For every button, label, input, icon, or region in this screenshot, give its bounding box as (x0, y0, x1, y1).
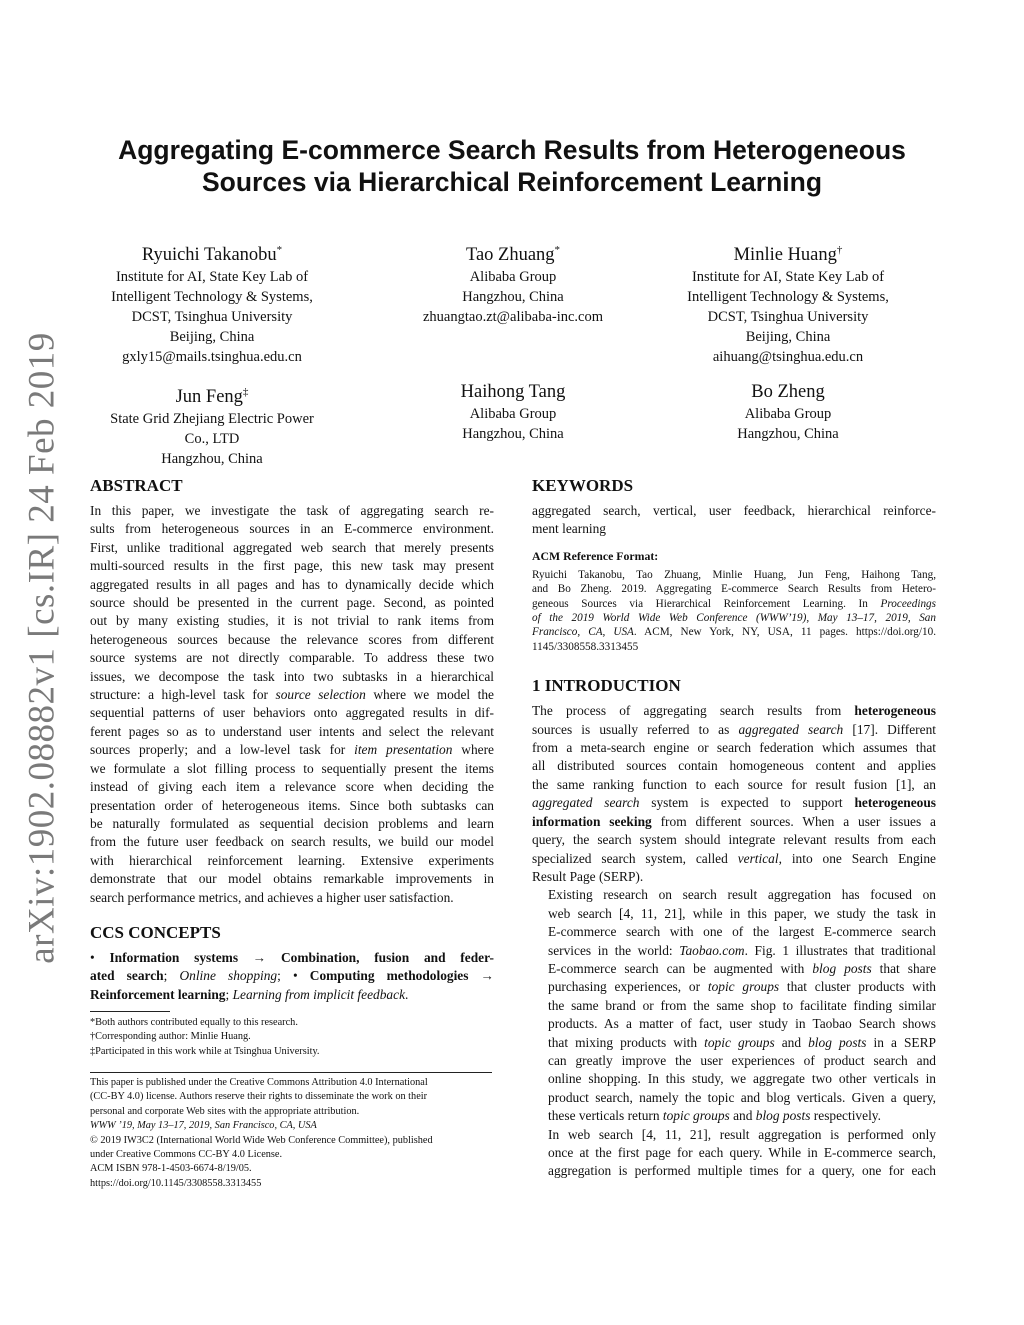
author-affiliation: Intelligent Technology & Systems, (111, 289, 313, 306)
author-affiliation: State Grid Zhejiang Electric Power (110, 411, 314, 428)
author-affiliation: Co., LTD (184, 431, 240, 448)
abstract-line: ferent pages so as to understand user intents and select the relevant (90, 723, 494, 739)
title-line: Aggregating E-commerce Search Results from Heterogeneous (118, 135, 906, 165)
license-line: personal and corporate Web sites with the appropriate attribution. (90, 1105, 360, 1117)
abstract-line: issues, we decompose the task into two subtasks in a hierarchical (90, 668, 494, 684)
license-line: under Creative Commons CC-BY 4.0 License. (90, 1149, 283, 1161)
title-line: Sources via Hierarchical Reinforcement Learning (201, 167, 823, 197)
abstract-line: search performance metrics, and achieves a higher user satisfaction. (90, 889, 454, 905)
abstract-line: demonstrate that our model obtains remarkable improvements in (90, 871, 494, 887)
abstract-line: we formulate a slot filling process to sequentially present the items (90, 760, 494, 776)
author-affiliation: DCST, Tsinghua University (131, 309, 293, 326)
abstract-line: instead of giving each item a relevance score when deciding the (90, 779, 494, 795)
author-email[interactable]: gxly15@mails.tsinghua.edu.cn (122, 349, 302, 366)
author-location: Beijing, China (169, 329, 255, 346)
abstract-line: with hierarchical reinforcement learning. Extensive experiments (90, 852, 494, 868)
abstract-line: source should be presented in the current page. Second, as pointed (90, 595, 494, 611)
license-line: © 2019 IW3C2 (International World Wide Web Conference Committee), published (90, 1134, 433, 1146)
intro-line: E-commerce search can be augmented with blog posts that share (548, 960, 937, 976)
abstract-line: sults from heterogeneous sources in an E-commerce environment. (90, 521, 494, 537)
author-name: Bo Zheng (751, 382, 825, 402)
author-name: Minlie Huang (733, 245, 837, 266)
arxiv-stamp: arXiv:1902.08882v1 [cs.IR] 24 Feb 2019 (21, 332, 63, 964)
intro-para-3 (532, 1126, 936, 1181)
author-affiliation: Alibaba Group (469, 269, 557, 286)
author-affiliation: Institute for AI, State Key Lab of (691, 269, 885, 286)
keywords-heading: KEYWORDS (532, 476, 634, 495)
license-rule (90, 1072, 492, 1073)
intro-line: all distributed sources contain homogeneous content and applies (532, 758, 936, 774)
intro-line: Result Page (SERP). (532, 868, 644, 884)
intro-line: the same ranking function to each source for result fusion [1], an (532, 776, 936, 792)
intro-line: the same brand or from the same shop to facilitate finding similar (548, 997, 936, 1013)
intro-line: from a meta-search engine or search federation which assumes that (532, 740, 936, 756)
ccs-line: • Information systems → Combination, fusion and feder- (90, 949, 494, 965)
abstract-line: multi-sourced results in the first page, this new task may present (90, 558, 494, 574)
acm-ref-body (532, 568, 936, 654)
abstract-line: aggregated results in all pages and has to dynamically decide which (90, 576, 494, 592)
abstract-line: heterogeneous sources because the relevance scores from different (90, 631, 494, 647)
author-affiliation: DCST, Tsinghua University (707, 309, 869, 326)
acm-ref-line: and Bo Zheng. 2019. Aggregating E-commerce Search Results from Hetero- (532, 583, 936, 596)
intro-para-2 (532, 886, 936, 1125)
keywords-line: ment learning (532, 521, 606, 537)
keywords-line: aggregated search, vertical, user feedback, hierarchical reinforce- (532, 503, 936, 518)
author-block (664, 380, 912, 444)
author-email[interactable]: aihuang@tsinghua.edu.cn (712, 349, 864, 366)
acm-ref-line: 1145/3308558.3313455 (532, 640, 639, 653)
license-line: This paper is published under the Creative Commons Attribution 4.0 International (90, 1077, 428, 1088)
intro-line: sources is usually referred to as aggregated search [17]. Different (532, 721, 936, 737)
intro-line: E-commerce search with one of the largest E-commerce search (548, 924, 936, 940)
intro-line: these verticals return topic groups and blog posts respectively. (548, 1108, 881, 1124)
author-mark: * (554, 244, 561, 256)
abstract-body (90, 502, 494, 907)
author-affiliation: Institute for AI, State Key Lab of (115, 269, 309, 286)
author-block (90, 380, 334, 469)
author-block (664, 238, 912, 367)
intro-line: product search, namely the topic and blog verticals. Given a query, (548, 1089, 936, 1105)
abstract-line: In this paper, we investigate the task of aggregating search re- (90, 503, 494, 518)
author-name: Jun Feng (175, 387, 243, 408)
author-block (90, 238, 334, 367)
intro-line: that mixing products with topic groups and blog posts in a SERP (548, 1034, 936, 1050)
author-mark: ‡ (242, 386, 249, 398)
author-location: Hangzhou, China (161, 451, 263, 468)
paper-title (90, 134, 934, 198)
author-name: Haihong Tang (460, 382, 566, 402)
intro-line: aggregation is performed multiple times for a query, one for each (548, 1163, 936, 1179)
abstract-line: sources properly; and a low-level task for item presentation where (90, 742, 494, 758)
keywords-body (532, 502, 936, 539)
footnote: ‡Participated in this work while at Tsinghua University. (90, 1045, 320, 1057)
author-name: Ryuichi Takanobu (141, 245, 277, 266)
ccs-heading: CCS CONCEPTS (90, 922, 221, 942)
acm-ref-line: of the 2019 World Wide Web Conference (WWW’19), May 13–17, 2019, San (532, 612, 936, 625)
author-affiliation: Alibaba Group (469, 406, 557, 422)
author-mark: † (836, 244, 843, 256)
ccs-body (90, 949, 494, 1004)
author-block (392, 380, 634, 444)
abstract-heading: ABSTRACT (90, 476, 183, 495)
ccs-line: Reinforcement learning; Learning from implicit feedback. (90, 986, 409, 1002)
abstract-line: be naturally formulated as sequential decision problems and learn (90, 815, 494, 831)
abstract-line: presentation order of heterogeneous items. Since both subtasks can (90, 797, 494, 813)
intro-line: Existing research on search result aggregation has focused on (548, 887, 936, 903)
author-location: Hangzhou, China (462, 426, 564, 442)
acm-ref-line: Ryuichi Takanobu, Tao Zhuang, Minlie Huang, Jun Feng, Haihong Tang, (532, 568, 936, 581)
intro-line: In web search [4, 11, 21], result aggregation is performed only (548, 1126, 936, 1142)
intro-line: services in the world: Taobao.com. Fig. 1 illustrates that traditional (548, 942, 936, 958)
footnote: †Corresponding author: Minlie Huang. (90, 1031, 251, 1043)
license-block (90, 1076, 494, 1191)
author-affiliation: Alibaba Group (744, 406, 832, 422)
abstract-line: sequential patterns of user behaviors onto aggregated results in dif- (90, 705, 494, 721)
intro-line: aggregated search system is expected to support heterogeneous (532, 795, 937, 811)
footnotes (90, 1016, 494, 1059)
intro-line: query, the search system should integrate relevant results from each (532, 832, 936, 848)
intro-heading: 1 INTRODUCTION (532, 676, 681, 696)
intro-line: can greatly improve the user experiences of product search and (548, 1052, 936, 1068)
author-location: Beijing, China (745, 329, 831, 346)
footnote-rule (90, 1011, 170, 1012)
intro-line: online shopping. In this study, we aggregate two other verticals in (548, 1071, 936, 1087)
author-name: Tao Zhuang (465, 245, 555, 266)
intro-para-1 (532, 702, 936, 886)
intro-line: purchasing experiences, or topic groups that cluster products with (548, 979, 936, 995)
intro-line: products. As a matter of fact, user study in Taobao Search shows (548, 1016, 936, 1032)
acm-ref-line: Francisco, CA, USA. ACM, New York, NY, USA, 11 pages. https://doi.org/10. (532, 626, 936, 639)
intro-line: web search [4, 11, 21], while in this paper, we study the task in (548, 905, 936, 921)
doi-link[interactable]: https://doi.org/10.1145/3308558.3313455 (90, 1177, 262, 1189)
abstract-line: structure: a high-level task for source selection where we model the (90, 687, 494, 703)
intro-line: The process of aggregating search results from heterogeneous (532, 703, 936, 719)
license-line: WWW ’19, May 13–17, 2019, San Francisco, CA, USA (90, 1120, 317, 1132)
intro-line: specialized search system, called vertical, into one Search Engine (532, 850, 936, 866)
abstract-line: from the future user feedback on search results, we build our model (90, 834, 494, 850)
author-block (392, 238, 634, 327)
author-location: Hangzhou, China (737, 426, 839, 442)
ccs-line: ated search; Online shopping; • Computing methodologies → (90, 968, 494, 984)
license-line: (CC-BY 4.0) license. Authors reserve their rights to disseminate the work on their (90, 1091, 428, 1103)
acm-ref-heading: ACM Reference Format: (532, 548, 659, 563)
abstract-line: out by many existing studies, it is not trivial to rank items from (90, 613, 494, 629)
abstract-line: source systems are not directly comparable. To address these two (90, 650, 494, 666)
license-line: ACM ISBN 978-1-4503-6674-8/19/05. (90, 1163, 252, 1175)
acm-ref-line: geneous Sources via Hierarchical Reinforcement Learning. In Proceedings (532, 597, 936, 610)
right-column (532, 476, 936, 1181)
left-column (90, 476, 494, 1004)
intro-line: once at the first page for each query. While in E-commerce search, (548, 1145, 936, 1160)
author-email[interactable]: zhuangtao.zt@alibaba-inc.com (422, 309, 604, 326)
author-mark: * (276, 244, 283, 256)
intro-line: information seeking from different sources. When a user issues a (532, 813, 936, 829)
abstract-line: First, unlike traditional aggregated web search that merely presents (90, 539, 494, 555)
author-location: Hangzhou, China (462, 289, 564, 306)
footnote: *Both authors contributed equally to this research. (90, 1017, 298, 1028)
author-affiliation: Intelligent Technology & Systems, (687, 289, 889, 306)
